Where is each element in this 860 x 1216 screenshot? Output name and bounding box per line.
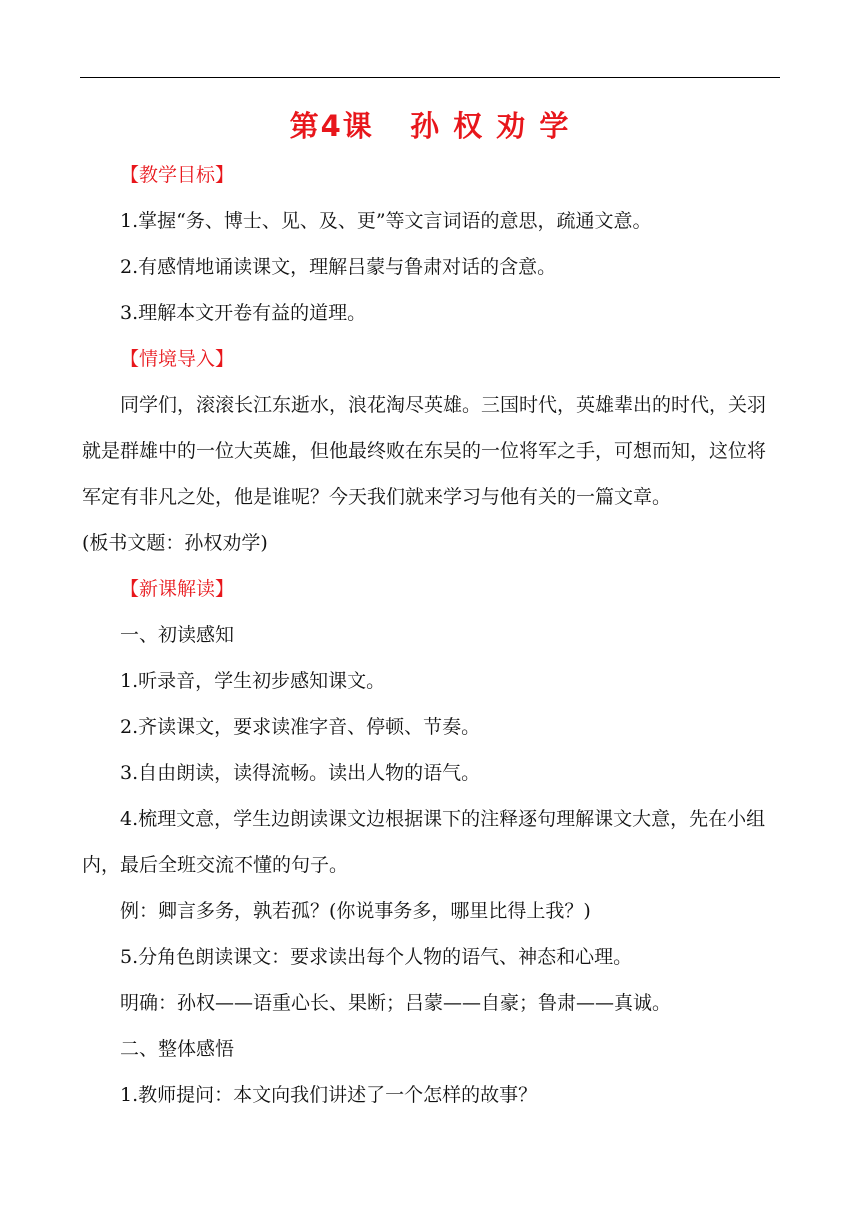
section-heading-scenario-intro: 【情境导入】 <box>120 348 235 370</box>
step-item-1: 1.听录音，学生初步感知课文。 <box>120 670 386 692</box>
board-note: (板书文题：孙权劝学) <box>82 532 268 554</box>
clarification-line: 明确：孙权——语重心长、果断；吕蒙——自豪；鲁肃——真诚。 <box>120 992 672 1014</box>
example-line: 例：卿言多务，孰若孤？(你说事务多，哪里比得上我？) <box>120 900 591 922</box>
section-heading-teaching-goals: 【教学目标】 <box>120 164 235 186</box>
goal-item-3: 3.理解本文开卷有益的道理。 <box>120 302 367 324</box>
page-title: 第4课 孙 权 劝 学 <box>289 109 571 143</box>
goal-item-2: 2.有感情地诵读课文，理解吕蒙与鲁肃对话的含意。 <box>120 256 557 278</box>
question-item-1: 1.教师提问：本文向我们讲述了一个怎样的故事？ <box>120 1084 538 1106</box>
step-item-3: 3.自由朗读，读得流畅。读出人物的语气。 <box>120 762 481 784</box>
step-item-2: 2.齐读课文，要求读准字音、停顿、节奏。 <box>120 716 481 738</box>
intro-paragraph: 同学们，滚滚长江东逝水，浪花淘尽英雄。三国时代，英雄辈出的时代，关羽就是群雄中的一位大英雄，但他最终败在东吴的一位将军之手，可想而知，这位将军定有非凡之处，他是谁呢？今天我们就来学习与他有关的一篇文章。 <box>82 394 767 508</box>
step-item-5: 5.分角色朗读课文：要求读出每个人物的语气、神态和心理。 <box>120 946 633 968</box>
section-heading-new-lesson: 【新课解读】 <box>120 578 235 600</box>
subsection-initial-reading: 一、初读感知 <box>120 624 235 646</box>
document-body <box>82 152 782 1118</box>
subsection-overall-understanding: 二、整体感悟 <box>120 1038 235 1060</box>
step-item-4: 4.梳理文意，学生边朗读课文边根据课下的注释逐句理解课文大意，先在小组内，最后全班交流不懂的句子。 <box>82 808 766 876</box>
goal-item-1: 1.掌握“务、博士、见、及、更”等文言词语的意思，疏通文意。 <box>120 210 652 232</box>
header-rule <box>80 77 780 78</box>
